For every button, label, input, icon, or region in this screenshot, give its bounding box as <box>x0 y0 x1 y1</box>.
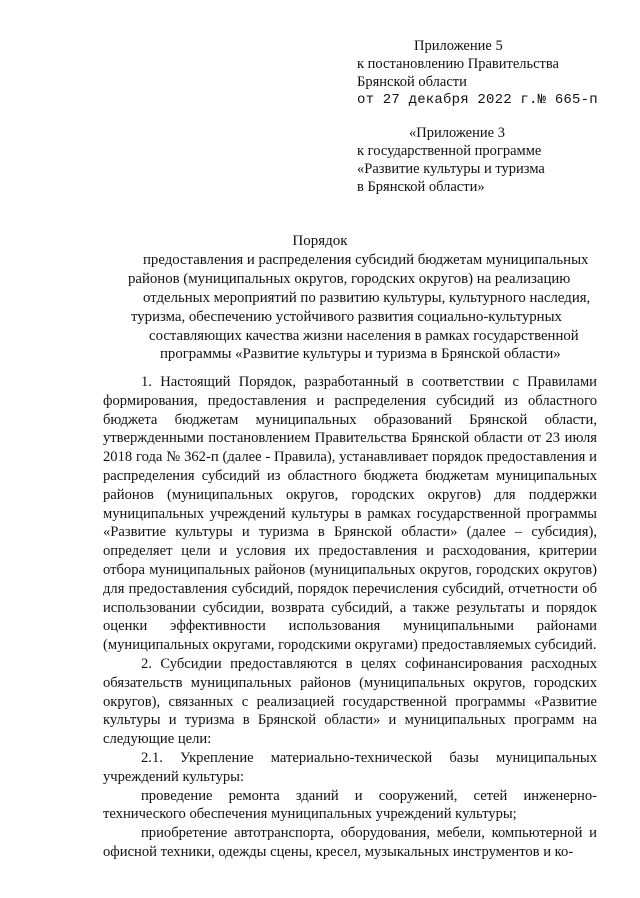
paragraph-1: 1. Настоящий Порядок, разработанный в соответствии с Правилами формирования, предоставления и распределения субсидий из областного бюджета бюджетам муниципальных образований Брянской области, утвержденными постановлением Правительства Брянской области от 23 июля 2018 года № 362-п (далее - Правила), устанавливает порядок предоставления и распределения субсидий из областного бюджета бюджетам муниципальных районов (муниципальных округов, городских округов) для поддержки муниципальных учреждений культуры в рамках государственной программы «Развитие культуры и туризма в Брянской области» (далее – субсидия), определяет цели и условия их предоставления и расходования, критерии отбора муниципальных районов (муниципальных округов, городских округов) для предоставления субсидий, порядок перечисления субсидий, отчетности об использовании субсидии, возврата субсидий, а также результаты и порядок оценки эффективности использования муниципальными районами (муниципальных округами, городскими округами) предоставляемых субсидий. <box>103 374 597 654</box>
appendix-3-title: «Приложение 3 <box>409 125 505 141</box>
appendix-3-program: к государственной программе <box>357 143 542 159</box>
appendix-5-resolution: к постановлению Правительства <box>357 56 559 72</box>
document-title: Порядок <box>292 233 348 249</box>
subtitle-line: отдельных мероприятий по развитию культуры, культурного наследия, <box>143 290 591 306</box>
document-body <box>103 373 597 862</box>
paragraph-2-1: 2.1. Укрепление материально-технической базы муниципальных учреждений культуры: <box>103 749 597 785</box>
appendix-5-title: Приложение 5 <box>414 38 503 54</box>
paragraph-repair: проведение ремонта зданий и сооружений, сетей инженерно-технического обеспечения муниципальных учреждений культуры; <box>103 787 597 823</box>
appendix-3-program-name: «Развитие культуры и туризма <box>357 161 545 177</box>
subtitle-line: туризма, обеспечению устойчивого развития социально-культурных <box>131 309 562 325</box>
subtitle-line: предоставления и распределения субсидий бюджетам муниципальных <box>143 252 589 268</box>
paragraph-2: 2. Субсидии предоставляются в целях софинансирования расходных обязательств муниципальных районов (муниципальных округов, городских округов), связанных с реализацией государственной программы «Развитие культуры и туризма в Брянской области» и муниципальных программ на следующие цели: <box>103 655 597 748</box>
subtitle-line: составляющих качества жизни населения в рамках государственной <box>149 328 579 344</box>
appendix-5-region: Брянской области <box>357 74 467 90</box>
appendix-5-date-number: от 27 декабря 2022 г.№ 665-п <box>357 92 598 108</box>
appendix-3-program-region: в Брянской области» <box>357 179 485 195</box>
subtitle-line: районов (муниципальных округов, городских округов) на реализацию <box>128 271 571 287</box>
paragraph-purchase: приобретение автотранспорта, оборудования, мебели, компьютерной и офисной техники, одежды сцены, кресел, музыкальных инструментов и ко- <box>103 825 597 860</box>
subtitle-line: программы «Развитие культуры и туризма в Брянской области» <box>160 346 561 362</box>
